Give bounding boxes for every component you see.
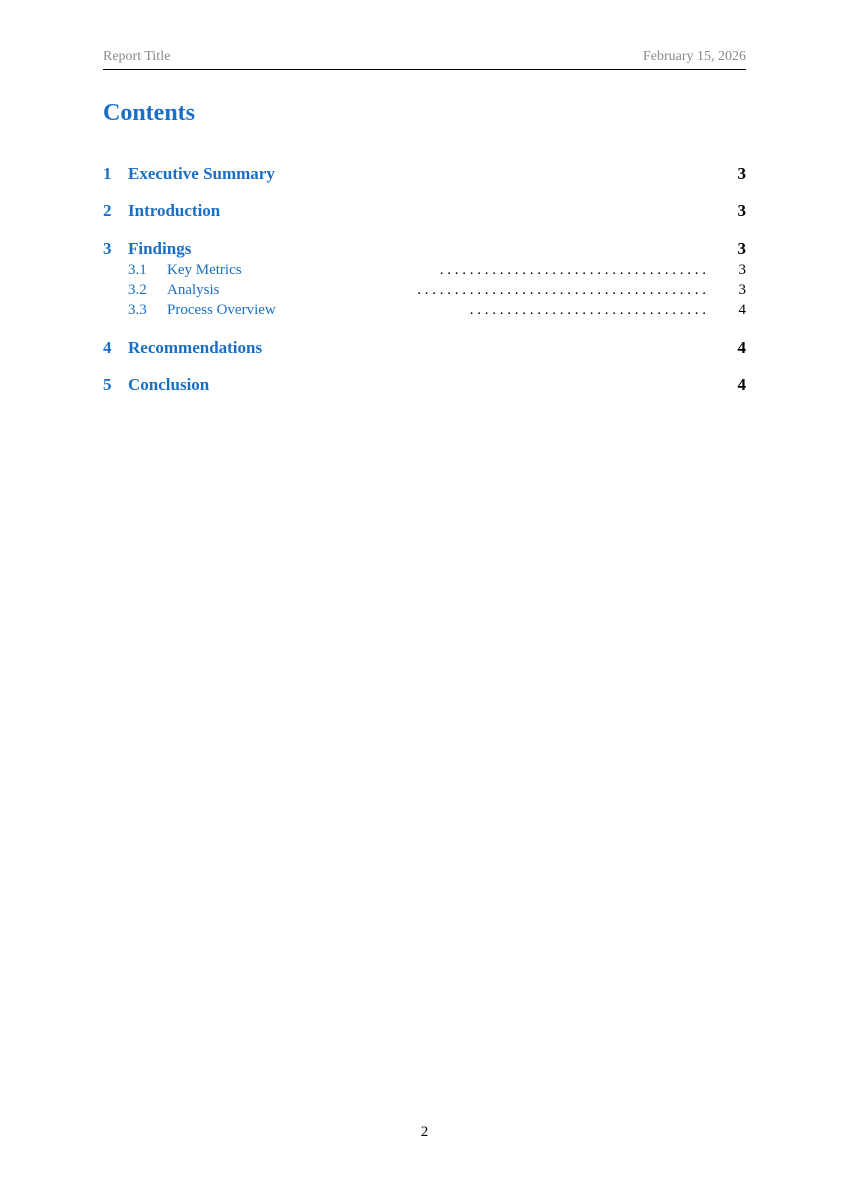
toc-dot-leader: . . . . . . . . . . . . . . . . . . . . . . . . . . . . . . . . . . . . . . .: [417, 282, 706, 298]
toc-entry-title[interactable]: Conclusion: [128, 375, 210, 394]
toc-entry-number: 3.2: [128, 282, 147, 298]
toc-entry-number: 3.1: [128, 262, 147, 278]
toc-entry-number: 1: [103, 164, 112, 183]
toc-entry-title[interactable]: Analysis: [167, 282, 220, 298]
toc-entry-number: 3: [103, 239, 112, 258]
document-page: [103, 0, 746, 1200]
toc-entry-page: 4: [737, 338, 746, 357]
toc-entry-introduction[interactable]: [103, 201, 746, 221]
contents-heading: Contents: [103, 100, 196, 126]
toc-dot-leader: . . . . . . . . . . . . . . . . . . . . . . . . . . . . . . . . . . . .: [439, 262, 706, 278]
toc-entry-title[interactable]: Recommendations: [128, 338, 263, 357]
toc-entry-recommendations[interactable]: [103, 338, 746, 358]
toc-entry-number: 4: [103, 338, 112, 357]
toc-entry-findings[interactable]: [103, 239, 746, 259]
toc-entry-page: 3: [737, 239, 746, 258]
toc-entry-title[interactable]: Findings: [128, 239, 192, 258]
header-report-title: Report Title: [103, 49, 171, 64]
toc-entry-number: 2: [103, 201, 112, 220]
toc-entry-number: 5: [103, 375, 112, 394]
header-date: February 15, 2026: [642, 49, 746, 64]
toc-entry-conclusion[interactable]: [103, 375, 746, 395]
toc-entry-page: 4: [738, 302, 746, 318]
toc-entry-page: 3: [737, 164, 746, 183]
toc-entry-analysis[interactable]: [103, 280, 746, 300]
toc-entry-process-overview[interactable]: [103, 300, 746, 320]
toc-entry-title[interactable]: Process Overview: [167, 302, 276, 318]
toc-entry-title[interactable]: Key Metrics: [167, 262, 242, 278]
toc-entry-key-metrics[interactable]: [103, 260, 746, 280]
toc-entry-page: 3: [738, 262, 746, 278]
toc-entry-title[interactable]: Executive Summary: [128, 164, 275, 183]
toc-entry-page: 3: [738, 282, 746, 298]
toc-dot-leader: . . . . . . . . . . . . . . . . . . . . . . . . . . . . . . . .: [469, 302, 706, 318]
running-header: [103, 48, 746, 70]
toc-entry-executive-summary[interactable]: [103, 164, 746, 184]
toc-entry-number: 3.3: [128, 302, 147, 318]
page-number: 2: [420, 1124, 429, 1140]
toc-entry-page: 3: [737, 201, 746, 220]
toc-entry-page: 4: [737, 375, 746, 394]
toc-entry-title[interactable]: Introduction: [128, 201, 221, 220]
